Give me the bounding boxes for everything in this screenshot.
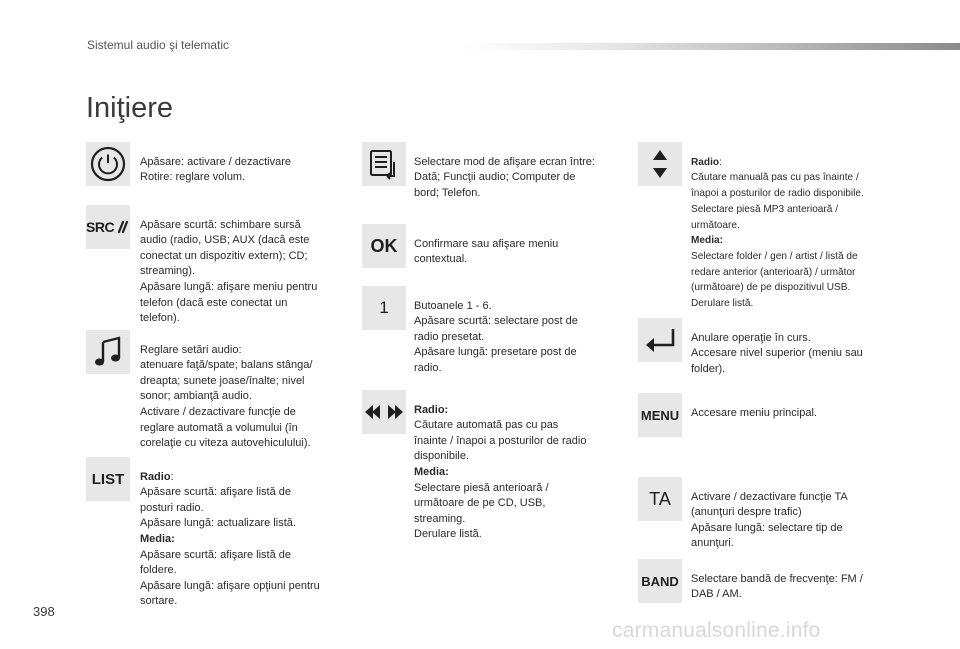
preset-buttons-description: Butoanele 1 - 6. Apăsare scurtă: selectare post de radio presetat. Apăsare lungă: presetare post de radio. bbox=[414, 299, 578, 374]
list-button-icon: LIST bbox=[86, 457, 130, 501]
section-header: Sistemul audio şi telematic bbox=[87, 38, 230, 52]
page-title: Iniţiere bbox=[86, 92, 174, 125]
src-description: Apăsare scurtă: schimbare sursă audio (radio, USB; AUX (dacă este conectat un dispozitiv extern); CD; streaming). Apăsare lungă: afişare meniu pentru telefon (dacă este conectat un telefon). bbox=[140, 218, 318, 325]
list-description: Radio: Apăsare scurtă: afişare listă de posturi radio. Apăsare lungă: actualizare listă. Media: Apăsare scurtă: afişare listă de foldere. Apăsare lungă: afişare opţiuni pentru sortare. bbox=[140, 470, 320, 608]
back-arrow-icon bbox=[638, 318, 682, 362]
up-down-arrows-icon bbox=[638, 142, 682, 186]
phone-handset-icon bbox=[116, 220, 130, 234]
power-description: Apăsare: activare / dezactivare Rotire: reglare volum. bbox=[140, 155, 292, 184]
menu-button-icon: MENU bbox=[638, 393, 682, 437]
power-icon bbox=[86, 142, 130, 186]
display-mode-description: Selectare mod de afişare ecran între: Dată; Funcţii audio; Computer de bord; Telefon. bbox=[414, 155, 595, 199]
seek-description: Radio: Căutare automată pas cu pas înainte / înapoi a posturilor de radio disponibile. Media: Selectare piesă anterioară / următoare de pe CD, USB, streaming. Derulare listă. bbox=[414, 403, 587, 541]
band-description: Selectare bandă de frecvenţe: FM / DAB / AM. bbox=[691, 572, 863, 601]
header-gradient-bar bbox=[462, 43, 960, 50]
page-number: 398 bbox=[33, 604, 55, 619]
up-down-description: Radio: Căutare manuală pas cu pas înainte / înapoi a posturilor de radio disponibile. Selectare piesă MP3 anterioară / următoare. Media: Selectare folder / gen / artist / listă de redare anterior (anterioară) / următor (următoare) de pe dispozitivul USB. Derulare listă. bbox=[691, 156, 864, 310]
ta-description: Activare / dezactivare funcţie TA (anunţuri despre trafic) Apăsare lungă: selectare tip de anunţuri. bbox=[691, 490, 848, 550]
ok-button-icon: OK bbox=[362, 224, 406, 268]
display-mode-icon bbox=[362, 142, 406, 186]
menu-description: Accesare meniu principal. bbox=[691, 406, 817, 419]
music-note-icon bbox=[86, 330, 130, 374]
audio-settings-description: Reglare setări audio: atenuare faţă/spate; balans stânga/ dreapta; sunete joase/înalte; nivel sonor; ambianţă audio. Activare / dezactivare funcţie de reglare automată a volumului (în corelaţie cu viteza autovehiculului). bbox=[140, 343, 313, 450]
src-button-icon: SRC bbox=[86, 205, 130, 249]
ok-description: Confirmare sau afişare meniu contextual. bbox=[414, 237, 559, 266]
preset-1-button-icon: 1 bbox=[362, 286, 406, 330]
ta-button-icon: TA bbox=[638, 477, 682, 521]
seek-arrows-icon bbox=[362, 390, 406, 434]
band-button-icon: BAND bbox=[638, 559, 682, 603]
watermark: carmanualsonline.info bbox=[612, 619, 821, 642]
back-description: Anulare operaţie în curs. Accesare nivel superior (meniu sau folder). bbox=[691, 331, 863, 375]
